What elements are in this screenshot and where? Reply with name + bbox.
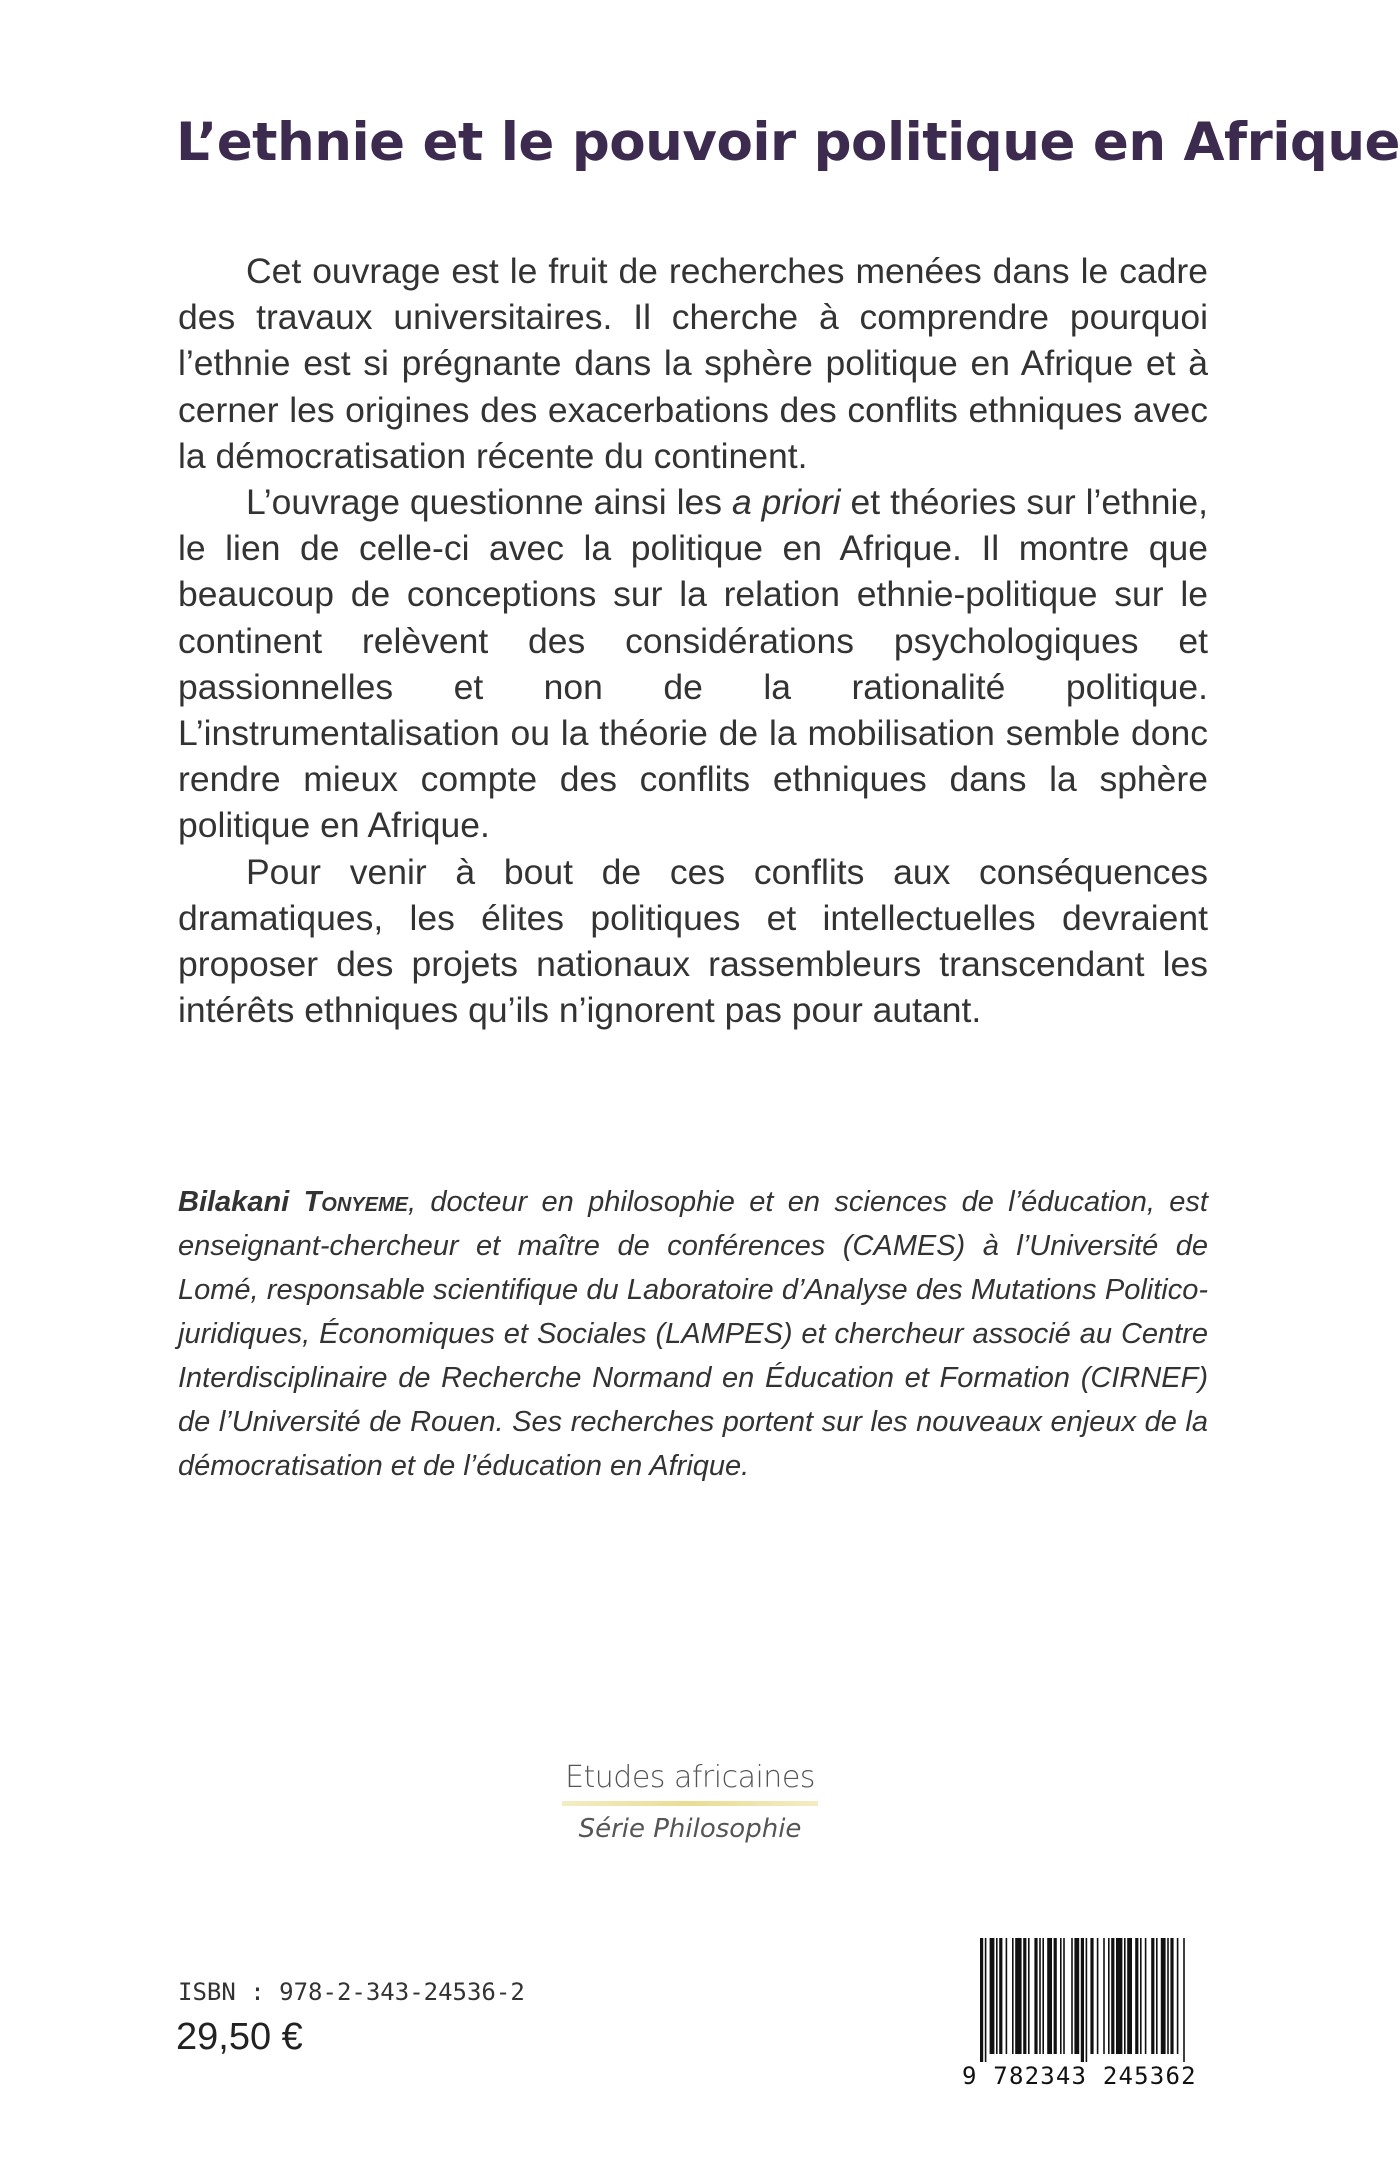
barcode-bar — [1015, 1938, 1021, 2054]
series-logo — [540, 1760, 840, 1844]
barcode-bar — [1006, 1938, 1008, 2054]
barcode-bar — [1124, 1938, 1126, 2054]
barcode-bar — [1127, 1938, 1132, 2054]
author-last-name: Tonyeme — [303, 1186, 408, 1218]
barcode-bar — [1097, 1938, 1099, 2054]
barcode-bar — [1023, 1938, 1026, 2054]
barcode-digits: 9 782343 245362 — [962, 2062, 1197, 2090]
barcode-bar — [1183, 1938, 1185, 2062]
barcode-bar — [1116, 1938, 1122, 2054]
blurb-p2-italic: a priori — [731, 482, 841, 523]
barcode-bar — [1145, 1938, 1147, 2054]
blurb-paragraph-3: Pour venir à bout de ces conflits aux conséquences dramatiques, les élites politiques et intellectuelles devraient proposer des projets nationaux rassembleurs transcendant les intérêts ethniques qu’ils n’ignorent pas pour autant. — [178, 851, 1208, 1031]
barcode-bar — [1039, 1938, 1041, 2054]
blurb-paragraph-2 — [178, 479, 1208, 849]
barcode-bar — [1111, 1938, 1114, 2054]
author-first-name: Bilakani — [178, 1186, 290, 1218]
barcode-bar — [1047, 1938, 1052, 2054]
barcode-bar — [1071, 1938, 1073, 2054]
blurb-p2-end: et théories sur l’ethnie, le lien de celle-ci avec la politique en Afrique. Il montre que beaucoup de conceptions sur la relation ethnie-politique sur le continent relèvent des considérations psychologiques et passionnelles et non de la rationalité politique. L’instrumentalisation ou la théorie de la mobilisation semble donc rendre mieux compte des conflits ethniques dans la sphère politique en Afrique. — [178, 482, 1209, 846]
barcode-bar — [1170, 1938, 1173, 2054]
barcode-bar — [985, 1938, 987, 2062]
barcode-bar — [990, 1938, 995, 2054]
isbn-label: ISBN : 978-2-343-24536-2 — [178, 1978, 525, 2006]
series-divider — [562, 1801, 818, 1806]
blurb-p2-start: L’ouvrage questionne ainsi les — [246, 482, 732, 523]
blurb-paragraph-1: Cet ouvrage est le fruit de recherches menées dans le cadre des travaux universitaires. Il cherche à comprendre pourquoi l’ethnie est si prégnante dans la sphère politique en Afrique et à cerner les origines des exacerbations des conflits ethniques avec la démocratisation récente du continent. — [178, 251, 1208, 476]
barcode-bar — [980, 1938, 983, 2062]
barcode-bar — [1074, 1938, 1079, 2054]
barcode-bar — [1167, 1938, 1169, 2054]
price-label: 29,50 € — [176, 2016, 303, 2058]
author-bio — [178, 1180, 1208, 1488]
barcode-bar — [1086, 1938, 1088, 2062]
back-cover-blurb — [178, 248, 1208, 1033]
barcode-bar — [1054, 1938, 1057, 2054]
barcode-bar — [1063, 1938, 1065, 2054]
barcode-bar — [1060, 1938, 1062, 2054]
barcode-bar — [1090, 1938, 1093, 2054]
barcode-bar — [1012, 1938, 1014, 2054]
barcode-bar — [1108, 1938, 1110, 2054]
barcode-bar — [1034, 1938, 1037, 2054]
author-bio-text: , docteur en philosophie et en sciences de l’éducation, est enseignant-chercheur et maître de conférences (CAMES) à l’Université de Lomé, responsable scientifique du Laboratoire d’Analyse des Mutations Politico-juridiques, Économiques et Sociales (LAMPES) et chercheur associé au Centre Interdisciplinaire de Recherche Normand en Éducation et Formation (CIRNEF) de l’Université de Rouen. Ses recherches portent sur les nouveaux enjeux de la démocratisation et de l’éducation en Afrique. — [178, 1186, 1208, 1482]
barcode-bar — [1140, 1938, 1142, 2054]
series-title: Etudes africaines — [565, 1760, 815, 1795]
barcode-bar — [1028, 1938, 1030, 2054]
barcode — [960, 1932, 1210, 2094]
barcode-bars — [980, 1938, 1190, 2062]
barcode-bar — [1156, 1938, 1158, 2054]
series-subtitle: Série Philosophie — [578, 1814, 802, 1844]
barcode-bar — [1161, 1938, 1166, 2054]
barcode-bar — [1135, 1938, 1138, 2054]
barcode-bar — [1103, 1938, 1105, 2054]
barcode-bar — [1081, 1938, 1084, 2062]
barcode-bar — [1177, 1938, 1179, 2054]
barcode-bar — [996, 1938, 998, 2054]
barcode-bar — [999, 1938, 1002, 2054]
barcode-bar — [1042, 1938, 1044, 2054]
book-title: L’ethnie et le pouvoir politique en Afrique — [176, 112, 1400, 173]
barcode-bar — [1151, 1938, 1154, 2054]
